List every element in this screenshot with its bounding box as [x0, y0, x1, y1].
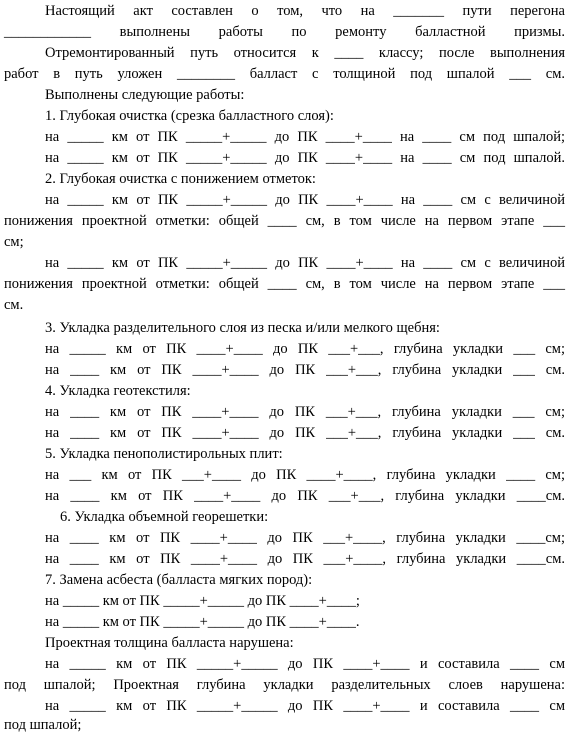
section-6-line-1: на ____ км от ПК ____+____ до ПК ___+____, глубина укладки ____см;	[45, 530, 565, 546]
section-1-heading: 1. Глубокая очистка (срезка балластного слоя):	[45, 108, 334, 124]
section-3-heading: 3. Укладка разделительного слоя из песка и/или мелкого щебня:	[45, 320, 440, 336]
section-2-line-5: понижения проектной отметки: общей ____ см, в том числе на первом этапе ___	[4, 276, 565, 292]
class-line-2: работ в путь уложен ________ балласт с толщиной под шпалой ___ см.	[4, 66, 565, 82]
section-2-line-3: см;	[4, 234, 24, 250]
layer-violation-line-2: под шпалой;	[4, 717, 82, 733]
section-4-line-2: на ____ км от ПК ____+____ до ПК ___+___, глубина укладки ___ см.	[45, 425, 565, 441]
section-3-line-2: на ____ км от ПК ____+____ до ПК ___+___, глубина укладки ___ см.	[45, 362, 565, 378]
section-2-line-2: понижения проектной отметки: общей ____ см, в том числе на первом этапе ___	[4, 213, 565, 229]
intro-line-2: ____________ выполнены работы по ремонту балластной призмы.	[4, 24, 565, 40]
ballast-violation-heading: Проектная толщина балласта нарушена:	[45, 635, 294, 651]
section-5-heading: 5. Укладка пенополистирольных плит:	[45, 446, 283, 462]
section-3-line-1: на _____ км от ПК ____+____ до ПК ___+___, глубина укладки ___ см;	[45, 341, 565, 357]
section-2-line-6: см.	[4, 297, 24, 313]
section-7-line-2: на _____ км от ПК _____+_____ до ПК ____+____.	[45, 614, 360, 630]
class-line-1: Отремонтированный путь относится к ____ классу; после выполнения	[45, 45, 565, 61]
section-4-heading: 4. Укладка геотекстиля:	[45, 383, 191, 399]
ballast-violation-line-2: под шпалой; Проектная глубина укладки разделительных слоев нарушена:	[4, 677, 565, 693]
section-6-line-2: на ____ км от ПК ____+____ до ПК ___+____, глубина укладки ____см.	[45, 551, 565, 567]
section-5-line-1: на ___ км от ПК ___+____ до ПК ____+____, глубина укладки ____ см;	[45, 467, 565, 483]
layer-violation-line-1: на _____ км от ПК _____+_____ до ПК ____+____ и составила ____ см	[45, 698, 565, 714]
section-2-heading: 2. Глубокая очистка с понижением отметок:	[45, 171, 316, 187]
section-4-line-1: на ____ км от ПК ____+____ до ПК ___+___, глубина укладки ___ см;	[45, 404, 565, 420]
section-7-line-1: на _____ км от ПК _____+_____ до ПК ____+____;	[45, 593, 360, 609]
section-2-line-4: на _____ км от ПК _____+_____ до ПК ____+____ на ____ см с величиной	[45, 255, 565, 271]
ballast-violation-line-1: на _____ км от ПК _____+_____ до ПК ____+____ и составила ____ см	[45, 656, 565, 672]
section-6-heading: 6. Укладка объемной георешетки:	[60, 509, 269, 525]
intro-line-1: Настоящий акт составлен о том, что на _______ пути перегона	[45, 3, 565, 19]
section-5-line-2: на ____ км от ПК ____+____ до ПК ___+___, глубина укладки ____см.	[45, 488, 565, 504]
section-1-line-2: на _____ км от ПК _____+_____ до ПК ____+____ на ____ см под шпалой.	[45, 150, 565, 166]
section-2-line-1: на _____ км от ПК _____+_____ до ПК ____+____ на ____ см с величиной	[45, 192, 565, 208]
section-7-heading: 7. Замена асбеста (балласта мягких пород):	[45, 572, 313, 588]
works-heading: Выполнены следующие работы:	[45, 87, 245, 103]
section-1-line-1: на _____ км от ПК _____+_____ до ПК ____+____ на ____ см под шпалой;	[45, 129, 565, 145]
